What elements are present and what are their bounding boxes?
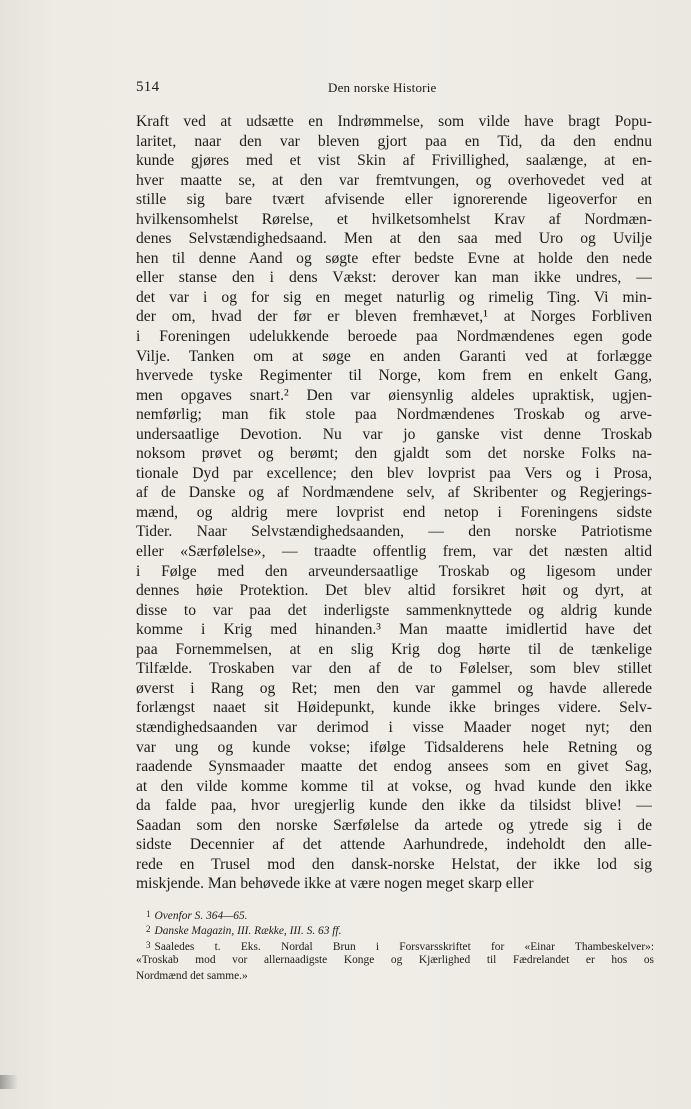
text-line: stille sig bare tvært afvisende eller ignorerende ligeoverfor en bbox=[136, 191, 652, 209]
text-line: denes Selvstændighedsaand. Men at den saa med Uro og Uvilje bbox=[136, 230, 652, 248]
text-line: i Foreningen udelukkende beroede paa Nordmændenes egen gode bbox=[136, 328, 652, 346]
text-line: raadende Synsmaader maatte det endog ansees som en givet Sag, bbox=[136, 758, 652, 776]
text-line: da falde paa, hvor uregjerlig kunde den ikke da tilsidst blive! — bbox=[136, 797, 652, 815]
text-line: af de Danske og af Nordmændene selv, af Skribenter og Regjerings- bbox=[136, 484, 652, 502]
text-line: i Følge med den arveundersaatlige Troskab og ligesom under bbox=[136, 562, 652, 580]
text-line: forlængst naaet sit Høidepunkt, kunde ikke bringes videre. Selv- bbox=[136, 699, 652, 717]
running-title: Den norske Historie bbox=[328, 80, 437, 95]
footnote-mark: 2 bbox=[146, 924, 151, 935]
footnote-1 bbox=[136, 907, 654, 922]
footnote-text: Nordmænd det samme.» bbox=[136, 969, 248, 982]
text-line: rede en Trusel mod den dansk-norske Helstat, der ikke lod sig bbox=[136, 855, 652, 873]
page-number: 514 bbox=[136, 79, 160, 95]
text-line: var ung og kunde vokse; ifølge Tidsalderens hele Retning og bbox=[136, 738, 652, 756]
text-line: hver maatte se, at den var fremtvungen, og overhovedet ved at bbox=[136, 171, 652, 189]
text-line: der om, hvad der før er bleven fremhævet,¹ at Norges Forbliven bbox=[136, 308, 652, 326]
footnote-mark: 3 bbox=[146, 939, 151, 950]
text-line: nemførlig; man fik stole paa Nordmændenes Troskab og arve- bbox=[136, 406, 652, 424]
text-line: at den vilde komme komme til at vokse, og hvad kunde den ikke bbox=[136, 777, 652, 795]
text-line: det var i og for sig en meget naturlig og rimelig Ting. Vi min- bbox=[136, 288, 652, 306]
text-line: eller «Særfølelse», — traadte offentlig frem, var det næsten altid bbox=[136, 543, 652, 561]
text-line: komme i Krig med hinanden.³ Man maatte imidlertid have det bbox=[136, 621, 652, 639]
text-line: Kraft ved at udsætte en Indrømmelse, som vilde have bragt Popu- bbox=[136, 113, 652, 130]
text-line: øverst i Rang og Ret; men den var gammel og havde allerede bbox=[136, 679, 652, 697]
text-line: miskjende. Man behøvede ikke at være nogen meget skarp eller bbox=[136, 875, 534, 893]
footnote-2 bbox=[136, 922, 654, 937]
text-line: hen til denne Aand og søgte efter bedste Evne at holde den nede bbox=[136, 249, 652, 267]
text-line: sidste Decennier af det attende Aarhundrede, indeholdt den alle- bbox=[136, 836, 652, 854]
text-line: dennes høie Protektion. Det blev altid forsikret høit og dyrt, at bbox=[136, 582, 652, 600]
text-line: Tider. Naar Selvstændighedsaanden, — den norske Patriotisme bbox=[136, 523, 652, 541]
text-line: hvilkensomhelst Rørelse, et hvilketsomhelst Krav af Nordmæn- bbox=[136, 210, 652, 228]
text-line: undersaatlige Devotion. Nu var jo ganske vist denne Troskab bbox=[136, 425, 652, 443]
text-line: noksom prøvet og berømt; den gjaldt som det norske Folks na- bbox=[136, 445, 652, 463]
footnotes bbox=[136, 907, 654, 984]
footnote-text: Danske Magazin, III. Række, III. S. 63 ff. bbox=[154, 925, 342, 938]
text-line: mænd, og aldrig mere lovprist end netop i Foreningens sidste bbox=[136, 503, 652, 521]
text-line: stændighedsaanden var derimod i visse Maader noget nyt; den bbox=[136, 718, 652, 736]
footnote-text: Ovenfor S. 364—65. bbox=[154, 910, 248, 922]
footnote-text: Saaledes t. Eks. Nordal Brun i Forsvarsskriftet for «Einar Thambeskelver»: bbox=[154, 940, 654, 953]
footnote-3 bbox=[136, 938, 654, 953]
footnote-text: «Troskab mod vor allernaadigste Konge og Kjærlighed til Fædrelandet er hos os bbox=[136, 954, 654, 967]
page-header bbox=[136, 79, 652, 99]
text-line: paa Fornemmelsen, at en slig Krig dog hørte til de tænkelige bbox=[136, 640, 652, 658]
text-line: tionale Dyd par excellence; den blev lovprist paa Vers og i Prosa, bbox=[136, 464, 652, 482]
text-line: eller stanse den i dens Vækst: derover kan man ikke undres, — bbox=[136, 269, 652, 287]
footnote-mark: 1 bbox=[146, 909, 151, 919]
text-line: Saadan som den norske Særfølelse da artede og ytrede sig i de bbox=[136, 816, 652, 834]
text-line: hvervede tyske Regimenter til Norge, kom frem en enkelt Gang, bbox=[136, 367, 652, 385]
text-line: kunde gjøres med et vist Skin af Frivillighed, saalænge, at en- bbox=[136, 152, 652, 170]
text-line: laritet, naar den var bleven gjort paa en Tid, da den endnu bbox=[136, 132, 652, 150]
footnote-3-continuation bbox=[136, 969, 654, 984]
text-line: men opgaves snart.² Den var øiensynlig aldeles upraktisk, ugjen- bbox=[136, 386, 652, 404]
body-text bbox=[136, 112, 652, 894]
scan-smudge bbox=[0, 1075, 18, 1089]
text-line: Vilje. Tanken om at søge en anden Garanti ved at forlægge bbox=[136, 347, 652, 365]
footnote-3-continuation bbox=[136, 953, 654, 968]
text-line: disse to var paa det inderligste sammenknyttede og aldrig kunde bbox=[136, 601, 652, 619]
text-line: Tilfælde. Troskaben var den af de to Følelser, som blev stillet bbox=[136, 660, 652, 678]
